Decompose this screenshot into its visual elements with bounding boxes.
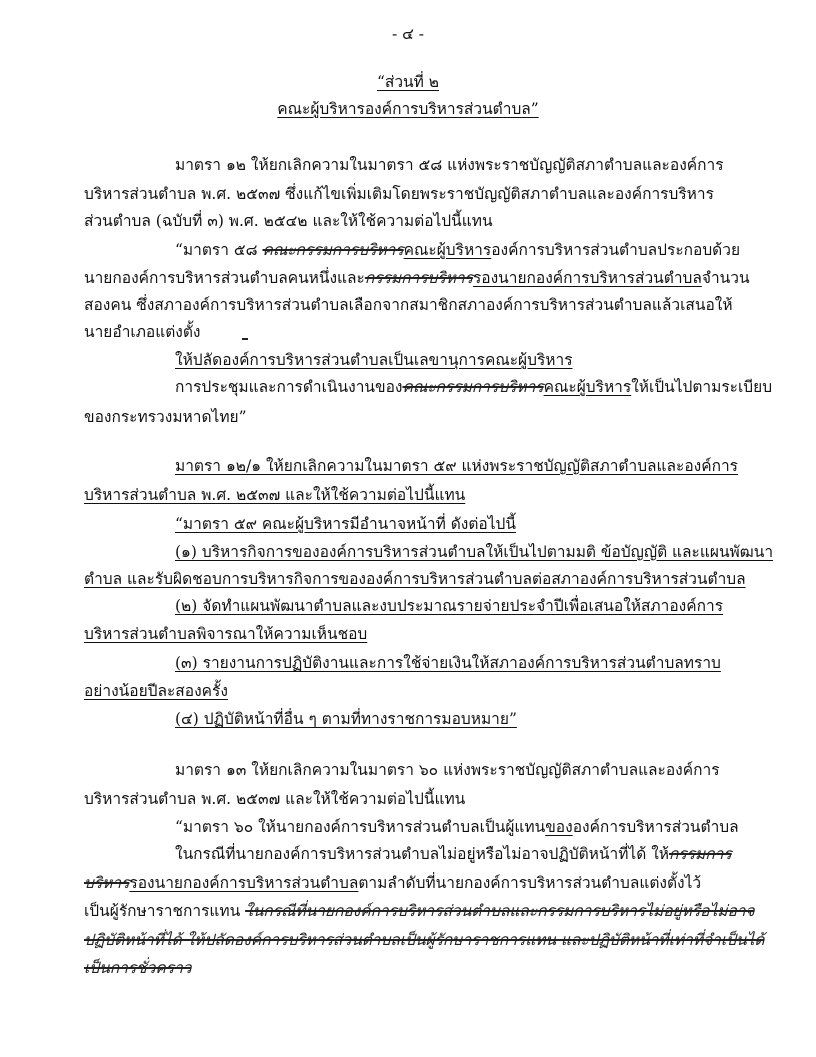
s12-1-line-2: บริหารส่วนตำบล พ.ศ. ๒๕๓๗ และให้ใช้ความต่อไปนี้แทน bbox=[84, 486, 466, 504]
page-number: - ๔ - bbox=[391, 25, 425, 43]
inserted-text: รองนายกองค์การบริหารส่วนตำบล bbox=[472, 269, 702, 287]
struck-text: กรรมการบริหาร bbox=[364, 269, 473, 287]
s13-quote-line-2 bbox=[175, 844, 732, 864]
inserted-text: คณะผู้บริหาร bbox=[403, 241, 492, 259]
s12-line-3: ส่วนตำบล (ฉบับที่ ๓) พ.ศ. ๒๕๔๒ และให้ใช้ความต่อไปนี้แทน bbox=[84, 212, 493, 230]
text-segment: ตามลำดับที่นายกองค์การบริหารส่วนตำบลแต่งตั้งไว้ bbox=[358, 874, 702, 892]
s12-line-2: บริหารส่วนตำบล พ.ศ. ๒๕๓๗ ซึ่งแก้ไขเพิ่มเติมโดยพระราชบัญญัติสภาตำบลและองค์การบริหาร bbox=[84, 185, 714, 203]
s12-quote-line-3: สองคน ซึ่งสภาองค์การบริหารส่วนตำบลเลือกจากสมาชิกสภาองค์การบริหารส่วนตำบลแล้วเสนอให้ bbox=[84, 296, 733, 314]
s12-quote-line-4: นายอำเภอแต่งตั้ง bbox=[84, 323, 201, 341]
part-heading: “ส่วนที่ ๒ bbox=[376, 73, 440, 91]
s13-quote-line-1 bbox=[175, 817, 739, 837]
part-subheading: คณะผู้บริหารองค์การบริหารส่วนตำบล” bbox=[277, 100, 539, 118]
s12-1-item-3a: (๓) รายงานการปฏิบัติงานและการใช้จ่ายเงินให้สภาองค์การบริหารส่วนตำบลทราบ bbox=[175, 654, 721, 672]
struck-text: คณะกรรมการบริหาร bbox=[402, 378, 544, 396]
text-segment: เป็นผู้รักษาราชการแทน bbox=[84, 902, 246, 920]
s12-quote-line-6 bbox=[175, 377, 772, 397]
s12-1-item-1b: ตำบล และรับผิดชอบการบริหารกิจการขององค์การบริหารส่วนตำบลต่อสภาองค์การบริหารส่วนตำบล bbox=[84, 570, 746, 588]
s12-1-line-3: “มาตรา ๕๙ คณะผู้บริหารมีอำนาจหน้าที่ ดังต่อไปนี้ bbox=[175, 515, 516, 533]
s12-1-item-1a: (๑) บริหารกิจการขององค์การบริหารส่วนตำบลให้เป็นไปตามมติ ข้อบัญญัติ และแผนพัฒนา bbox=[175, 543, 774, 561]
s13-quote-line-5 bbox=[84, 930, 764, 950]
struck-text: ปฏิบัติหน้าที่ได้ ให้ปลัดองค์การบริหารส่วนตำบลเป็นผู้รักษาราชการแทน และปฏิบัติหน้าที่เท่าที่จำเป็นได้ bbox=[84, 931, 765, 949]
s12-1-line-1: มาตรา ๑๒/๑ ให้ยกเลิกความในมาตรา ๕๙ แห่งพระราชบัญญัติสภาตำบลและองค์การ bbox=[175, 457, 739, 475]
inserted-text: คณะผู้บริหาร bbox=[543, 378, 632, 396]
struck-text: กรรมการ bbox=[669, 845, 732, 863]
s13-quote-line-4 bbox=[84, 901, 755, 921]
s12-quote-line-1 bbox=[175, 240, 740, 260]
s12-quote-line-2 bbox=[84, 268, 750, 288]
s12-line-1: มาตรา ๑๒ ให้ยกเลิกความในมาตรา ๕๘ แห่งพระราชบัญญัติสภาตำบลและองค์การ bbox=[175, 156, 724, 174]
text-segment: “มาตรา ๕๘ bbox=[175, 241, 263, 259]
s12-1-item-4: (๔) ปฏิบัติหน้าที่อื่น ๆ ตามที่ทางราชการมอบหมาย” bbox=[175, 710, 517, 728]
text-segment: ให้เป็นไปตามระเบียบ bbox=[631, 378, 773, 396]
stray-mark bbox=[242, 338, 248, 340]
text-segment: องค์การบริหารส่วนตำบล bbox=[572, 818, 739, 836]
text-segment: นายกองค์การบริหารส่วนตำบลคนหนึ่งและ bbox=[84, 269, 365, 287]
s12-1-item-3b: อย่างน้อยปีละสองครั้ง bbox=[84, 682, 228, 700]
s13-quote-line-6 bbox=[84, 958, 191, 978]
s12-1-item-2b: บริหารส่วนตำบลพิจารณาให้ความเห็นชอบ bbox=[84, 625, 368, 643]
s12-quote-line-7: ของกระทรวงมหาดไทย” bbox=[84, 408, 247, 426]
s13-quote-line-3 bbox=[84, 873, 701, 893]
s13-line-2: บริหารส่วนตำบล พ.ศ. ๒๕๓๗ และให้ใช้ความต่อไปนี้แทน bbox=[84, 790, 466, 808]
inserted-text: รองนายกองค์การบริหารส่วนตำบล bbox=[129, 874, 359, 892]
text-segment: องค์การบริหารส่วนตำบลประกอบด้วย bbox=[491, 241, 741, 259]
s12-1-item-2a: (๒) จัดทำแผนพัฒนาตำบลและงบประมาณรายจ่ายประจำปีเพื่อเสนอให้สภาองค์การ bbox=[175, 597, 724, 615]
text-segment: จำนวน bbox=[701, 269, 750, 287]
struck-text: คณะกรรมการบริหาร bbox=[262, 241, 404, 259]
s13-line-1: มาตรา ๑๓ ให้ยกเลิกความในมาตรา ๖๐ แห่งพระราชบัญญัติสภาตำบลและองค์การ bbox=[175, 761, 720, 779]
text-segment: “มาตรา ๖๐ ให้นายกองค์การบริหารส่วนตำบลเป็นผู้แทน bbox=[175, 818, 546, 836]
inserted-text: ของ bbox=[545, 818, 573, 836]
text-segment: การประชุมและการดำเนินงานของ bbox=[175, 378, 403, 396]
struck-text: บริหาร bbox=[84, 874, 130, 892]
s12-quote-line-5: ให้ปลัดองค์การบริหารส่วนตำบลเป็นเลขานุการคณะผู้บริหาร bbox=[175, 351, 573, 369]
struck-text: เป็นการชั่วคราว bbox=[84, 959, 192, 977]
text-segment: ในกรณีที่นายกองค์การบริหารส่วนตำบลไม่อยู่หรือไม่อาจปฏิบัติหน้าที่ได้ ให้ bbox=[175, 845, 669, 863]
struck-text: ในกรณีที่นายกองค์การบริหารส่วนตำบลและกรรมการบริหารไม่อยู่หรือไม่อาจ bbox=[245, 902, 755, 920]
